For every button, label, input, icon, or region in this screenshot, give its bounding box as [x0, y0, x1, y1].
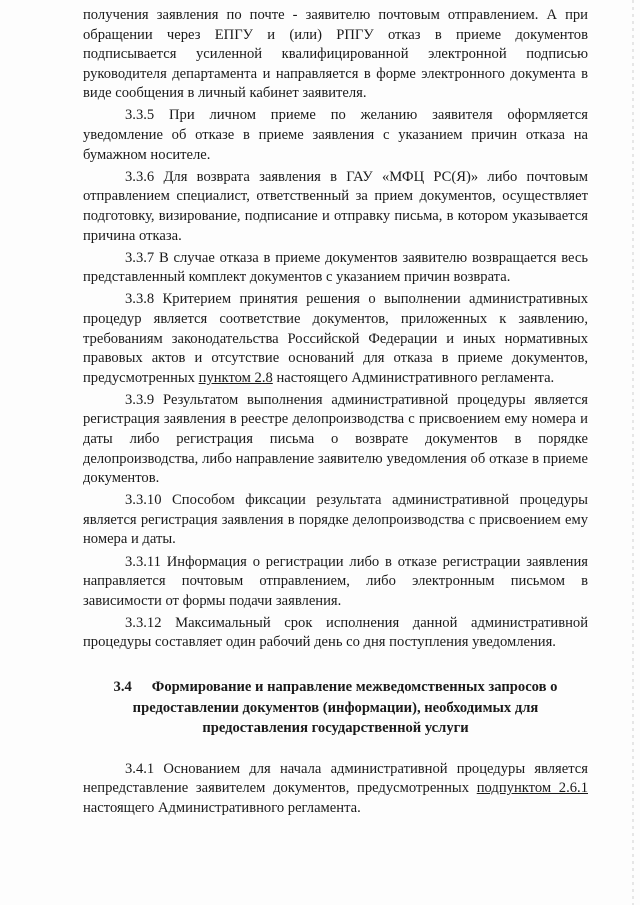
scan-edge-marks — [632, 0, 634, 905]
document-body — [83, 6, 588, 821]
paragraph-3-3-7: 3.3.7 В случае отказа в приеме документов заявителю возвращается весь представленный комплект документов с указанием причин возврата. — [83, 249, 588, 286]
section-title: Формирование и направление межведомственных запросов о предоставлении документов (информации), необходимых для предоставления государственной услуги — [132, 679, 558, 736]
paragraph-3-3-10: 3.3.10 Способом фиксации результата административной процедуры является регистрация заявления в порядке делопроизводства с присвоением ему номера и даты. — [83, 492, 588, 548]
link-punkt-2-8[interactable]: пунктом 2.8 — [198, 369, 273, 386]
paragraph-3-4-1-text-a: 3.4.1 Основанием для начала административной процедуры является непредставление заявителем документов, предусмотренных — [83, 760, 588, 797]
paragraph-3-3-8-text-b: настоящего Административного регламента. — [272, 369, 555, 386]
paragraph-3-3-5: 3.3.5 При личном приеме по желанию заявителя оформляется уведомление об отказе в приеме заявления с указанием причин отказа на бумажном носителе. — [83, 107, 588, 163]
section-number: 3.4 — [113, 679, 132, 695]
paragraph-3-3-8 — [83, 290, 588, 388]
paragraph-3-3-6: 3.3.6 Для возврата заявления в ГАУ «МФЦ РС(Я)» либо почтовым отправлением специалист, ответственный за прием документов, осуществляет подготовку, визирование, подписание и отправку письма, в котором указывается причина отказа. — [83, 168, 588, 244]
paragraph-3-3-9: 3.3.9 Результатом выполнения административной процедуры является регистрация заявления в реестре делопроизводства с присвоением ему номера и даты либо регистрация письма о возврате документов в порядке делопроизводства, либо направление заявителю уведомления об отказе в приеме документов. — [83, 391, 588, 487]
paragraph-3-3-12: 3.3.12 Максимальный срок исполнения данной административной процедуры составляет один рабочий день со дня поступления уведомления. — [83, 614, 588, 651]
paragraph-3-4-1 — [83, 760, 588, 819]
section-heading-3-4 — [83, 677, 588, 739]
link-podpunkt-2-6-1[interactable]: подпунктом 2.6.1 — [476, 780, 588, 797]
paragraph-3-3-11: 3.3.11 Информация о регистрации либо в отказе регистрации заявления направляется почтовым отправлением, либо электронным письмом в зависимости от формы подачи заявления. — [83, 553, 588, 609]
paragraph-3-3-8-text-a: 3.3.8 Критерием принятия решения о выполнении административных процедур является соответствие документов, приложенных к заявлению, требованиям законодательства Российской Федерации и иных нормативных правовых актов и отсутствие оснований для отказа в приеме документов, предусмотренных — [83, 291, 588, 386]
paragraph-continuation: получения заявления по почте - заявителю почтовым отправлением. А при обращении через ЕПГУ и (или) РПГУ отказ в приеме документов подписывается усиленной квалифицированной электронной подписью руководителя департамента и направляется в форме электронного документа в виде сообщения в личный кабинет заявителя. — [83, 7, 588, 102]
paragraph-3-4-1-text-b: настоящего Административного регламента. — [83, 799, 361, 816]
